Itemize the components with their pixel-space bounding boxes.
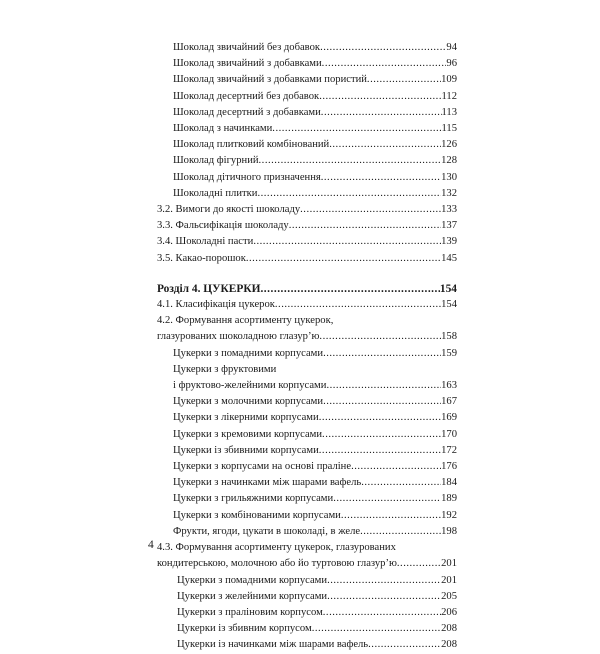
- toc-entry: Цукерки з грильяжними корпусами ..... 189: [157, 491, 457, 507]
- toc-entry-line1: Цукерки з фруктовими: [173, 363, 277, 375]
- toc-entry: Цукерки з корпусами на основі праліне ..... 176: [157, 459, 457, 475]
- toc-entry-line1: 4.2. Формування асортименту цукерок,: [157, 315, 334, 327]
- toc-entry: Цукерки із начинками між шарами вафель ..... 208: [157, 637, 457, 653]
- toc-entry: Цукерки із збивним корпусом ..... 208: [157, 621, 457, 637]
- toc-entry: Цукерки з начинками між шарами вафель ..... 184: [157, 475, 457, 491]
- toc-entry: Фрукти, ягоди, цукати в шоколаді, в желе ..... 198: [157, 524, 457, 540]
- toc-entry: 4.1. Класифікація цукерок ..... 154: [157, 297, 457, 313]
- toc-entry: Шоколадні плитки ..... 132: [157, 186, 457, 202]
- toc-entry: Цукерки із збивними корпусами ..... 172: [157, 443, 457, 459]
- toc-entry: Цукерки з молочними корпусами ..... 167: [157, 394, 457, 410]
- toc-entry: Цукерки з лікерними корпусами ..... 169: [157, 410, 457, 426]
- toc-entry: Шоколад звичайний без добавок ..... 94: [157, 40, 457, 56]
- toc-entry: Шоколад десертний з добавками ..... 113: [157, 105, 457, 121]
- toc-entry: Цукерки з праліновим корпусом ..... 206: [157, 605, 457, 621]
- toc-entry: кондитерською, молочною або йо туртовою глазур’ю ..... 201: [157, 556, 457, 572]
- toc-entry: Цукерки з комбінованими корпусами ..... 192: [157, 508, 457, 524]
- toc-entry: Цукерки з помадними корпусами ..... 159: [157, 346, 457, 362]
- toc-entry: 3.4. Шоколадні пасти ..... 139: [157, 234, 457, 250]
- toc-entry: Цукерки з желейними корпусами ..... 205: [157, 589, 457, 605]
- toc-entry: 3.3. Фальсифікація шоколаду ..... 137: [157, 218, 457, 234]
- toc-entry: Шоколад дітичного призначення ..... 130: [157, 170, 457, 186]
- spacer: [157, 267, 457, 281]
- toc-entry: 3.5. Какао-порошок ..... 145: [157, 251, 457, 267]
- toc-entry: 3.2. Вимоги до якості шоколаду ..... 133: [157, 202, 457, 218]
- chapter-heading: Розділ 4. ЦУКЕРКИ ..... 154: [157, 281, 457, 297]
- toc-entry: Цукерки з помадними корпусами ..... 201: [157, 573, 457, 589]
- toc-entry: Шоколад плитковий комбінований ..... 126: [157, 137, 457, 153]
- table-of-contents: [157, 40, 457, 654]
- page-number: 4: [148, 539, 154, 551]
- toc-entry: Шоколад фігурний ..... 128: [157, 153, 457, 169]
- toc-entry: Шоколад звичайний з добавками ..... 96: [157, 56, 457, 72]
- section-3-entries: [157, 202, 457, 267]
- toc-entry: глазурованих шоколадною глазур’ю ..... 158: [157, 329, 457, 345]
- toc-entry-line1: 4.3. Формування асортименту цукерок, глазурованих: [157, 542, 396, 554]
- chocolate-items: [157, 40, 457, 202]
- toc-entry: Шоколад звичайний з добавками пористий ..... 109: [157, 72, 457, 88]
- toc-entry: Шоколад десертний без добавок ..... 112: [157, 89, 457, 105]
- toc-entry: і фруктово-желейними корпусами ..... 163: [157, 378, 457, 394]
- toc-entry: Шоколад з начинками ..... 115: [157, 121, 457, 137]
- toc-entry: Цукерки з кремовими корпусами ..... 170: [157, 427, 457, 443]
